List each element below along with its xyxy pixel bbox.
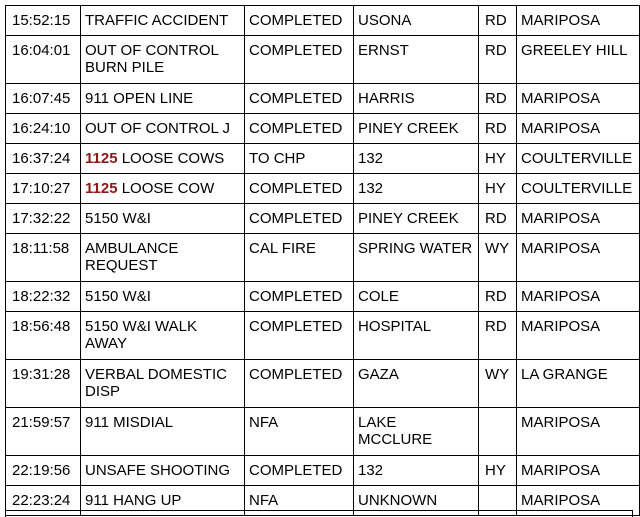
incident-time-cell xyxy=(6,114,81,144)
incident-street-cell xyxy=(354,204,479,234)
incident-time: 18:56:48 xyxy=(12,318,71,335)
incident-city-cell xyxy=(517,282,640,312)
incident-type-cell xyxy=(81,114,245,144)
incident-street-suffix-cell xyxy=(479,174,517,204)
incident-disposition: COMPLETED xyxy=(249,318,343,335)
incident-type-cell xyxy=(81,6,245,36)
incident-city: MARIPOSA xyxy=(521,240,601,257)
incident-time: 16:04:01 xyxy=(12,42,71,59)
incident-disposition: COMPLETED xyxy=(249,42,343,59)
incident-type-cell xyxy=(81,282,245,312)
incident-street: LAKE MCCLURE xyxy=(358,414,433,448)
incident-street: ERNST xyxy=(358,42,409,59)
incident-street-cell xyxy=(354,144,479,174)
incident-disposition-cell xyxy=(245,234,354,282)
incident-disposition: COMPLETED xyxy=(249,210,343,227)
incident-time-cell xyxy=(6,456,81,486)
next-row-edge xyxy=(5,510,633,517)
incident-city: MARIPOSA xyxy=(521,414,601,431)
incident-city: COULTERVILLE xyxy=(521,150,633,167)
incident-type: 911 MISDIAL xyxy=(85,414,174,431)
incident-disposition: COMPLETED xyxy=(249,90,343,107)
incident-code: 1125 xyxy=(85,180,118,197)
incident-disposition: NFA xyxy=(249,414,279,431)
incident-street: UNKNOWN xyxy=(358,492,438,509)
incident-street-suffix: RD xyxy=(485,90,507,107)
incident-time: 21:59:57 xyxy=(12,414,71,431)
incident-street-cell xyxy=(354,36,479,84)
incident-street: HARRIS xyxy=(358,90,415,107)
incident-disposition-cell xyxy=(245,408,354,456)
incident-disposition: CAL FIRE xyxy=(249,240,316,257)
incident-type-cell xyxy=(81,84,245,114)
incident-city: MARIPOSA xyxy=(521,492,601,509)
incident-disposition-cell xyxy=(245,204,354,234)
incident-street-suffix-cell xyxy=(479,6,517,36)
incident-city-cell xyxy=(517,456,640,486)
incident-time-cell xyxy=(6,144,81,174)
incident-row xyxy=(6,360,640,408)
incident-type-cell xyxy=(81,174,245,204)
incident-time-cell xyxy=(6,360,81,408)
incident-type: 5150 W&I xyxy=(85,210,151,227)
incident-street-cell xyxy=(354,456,479,486)
incident-street: 132 xyxy=(358,150,384,167)
incident-street-suffix: RD xyxy=(485,288,507,305)
incident-street-suffix: RD xyxy=(485,42,507,59)
incident-time-cell xyxy=(6,6,81,36)
incident-street-cell xyxy=(354,6,479,36)
incident-city-cell xyxy=(517,408,640,456)
incident-time-cell xyxy=(6,408,81,456)
incident-row xyxy=(6,174,640,204)
incident-street-cell xyxy=(354,282,479,312)
incident-street: GAZA xyxy=(358,366,399,383)
incident-time: 18:22:32 xyxy=(12,288,71,305)
incident-type: LOOSE COWS xyxy=(117,150,225,167)
incident-type-cell xyxy=(81,312,245,360)
incident-row xyxy=(6,6,640,36)
incident-city: COULTERVILLE xyxy=(521,180,633,197)
incident-city: MARIPOSA xyxy=(521,120,601,137)
incident-disposition-cell xyxy=(245,456,354,486)
incident-city: MARIPOSA xyxy=(521,210,601,227)
incident-disposition: COMPLETED xyxy=(249,180,343,197)
incident-city: MARIPOSA xyxy=(521,462,601,479)
incident-street: SPRING WATER xyxy=(358,240,473,257)
incident-time-cell xyxy=(6,36,81,84)
incident-type: OUT OF CONTROL BURN PILE xyxy=(85,42,219,76)
incident-time: 22:23:24 xyxy=(12,492,71,509)
incident-street-suffix-cell xyxy=(479,84,517,114)
incident-disposition-cell xyxy=(245,144,354,174)
incident-city: LA GRANGE xyxy=(521,366,608,383)
incident-street-suffix-cell xyxy=(479,360,517,408)
incident-city-cell xyxy=(517,114,640,144)
incident-city-cell xyxy=(517,312,640,360)
incident-row xyxy=(6,234,640,282)
incident-street-cell xyxy=(354,234,479,282)
incident-type-cell xyxy=(81,234,245,282)
incident-row xyxy=(6,204,640,234)
incident-street-cell xyxy=(354,360,479,408)
incident-city: GREELEY HILL xyxy=(521,42,628,59)
incident-log-table xyxy=(5,5,640,516)
incident-street: PINEY CREEK xyxy=(358,210,459,227)
incident-disposition-cell xyxy=(245,36,354,84)
incident-street-cell xyxy=(354,84,479,114)
incident-disposition-cell xyxy=(245,174,354,204)
incident-time: 18:11:58 xyxy=(12,240,70,257)
incident-time: 15:52:15 xyxy=(12,12,71,29)
incident-type: VERBAL DOMESTIC DISP xyxy=(85,366,227,400)
incident-type-cell xyxy=(81,456,245,486)
incident-disposition: COMPLETED xyxy=(249,120,343,137)
incident-disposition-cell xyxy=(245,360,354,408)
incident-city: MARIPOSA xyxy=(521,288,601,305)
incident-city-cell xyxy=(517,144,640,174)
incident-disposition: TO CHP xyxy=(249,150,306,167)
incident-row xyxy=(6,456,640,486)
incident-disposition: COMPLETED xyxy=(249,12,343,29)
incident-type: OUT OF CONTROL J xyxy=(85,120,231,137)
incident-city: MARIPOSA xyxy=(521,12,601,29)
incident-row xyxy=(6,114,640,144)
incident-type-cell xyxy=(81,408,245,456)
incident-row xyxy=(6,312,640,360)
incident-city-cell xyxy=(517,234,640,282)
incident-time-cell xyxy=(6,282,81,312)
incident-time: 16:37:24 xyxy=(12,150,71,167)
incident-street-suffix: RD xyxy=(485,12,507,29)
incident-disposition-cell xyxy=(245,114,354,144)
incident-city: MARIPOSA xyxy=(521,90,601,107)
incident-type: 911 OPEN LINE xyxy=(85,90,194,107)
incident-disposition: COMPLETED xyxy=(249,462,343,479)
incident-street: 132 xyxy=(358,180,384,197)
incident-disposition-cell xyxy=(245,6,354,36)
incident-type-cell xyxy=(81,36,245,84)
incident-street-cell xyxy=(354,114,479,144)
incident-street: COLE xyxy=(358,288,399,305)
incident-street-suffix: RD xyxy=(485,120,507,137)
incident-disposition-cell xyxy=(245,312,354,360)
incident-street: HOSPITAL xyxy=(358,318,432,335)
incident-street-suffix-cell xyxy=(479,312,517,360)
incident-street: 132 xyxy=(358,462,384,479)
incident-type: TRAFFIC ACCIDENT xyxy=(85,12,229,29)
incident-street-suffix-cell xyxy=(479,456,517,486)
incident-street-suffix: RD xyxy=(485,210,507,227)
incident-city: MARIPOSA xyxy=(521,318,601,335)
incident-street-suffix-cell xyxy=(479,234,517,282)
incident-city-cell xyxy=(517,6,640,36)
incident-disposition-cell xyxy=(245,282,354,312)
incident-time: 17:32:22 xyxy=(12,210,71,227)
incident-street-cell xyxy=(354,312,479,360)
incident-street: USONA xyxy=(358,12,412,29)
incident-city-cell xyxy=(517,84,640,114)
incident-time-cell xyxy=(6,174,81,204)
incident-time-cell xyxy=(6,234,81,282)
incident-type-cell xyxy=(81,204,245,234)
incident-type: 5150 W&I xyxy=(85,288,151,305)
incident-row xyxy=(6,144,640,174)
incident-street-suffix: RD xyxy=(485,318,507,335)
incident-time-cell xyxy=(6,84,81,114)
incident-type: 5150 W&I WALK AWAY xyxy=(85,318,197,352)
incident-disposition-cell xyxy=(245,84,354,114)
incident-city-cell xyxy=(517,204,640,234)
incident-time-cell xyxy=(6,312,81,360)
incident-time: 22:19:56 xyxy=(12,462,71,479)
incident-street-suffix-cell xyxy=(479,204,517,234)
incident-city-cell xyxy=(517,360,640,408)
incident-type: 911 HANG UP xyxy=(85,492,182,509)
incident-code: 1125 xyxy=(85,150,118,167)
incident-row xyxy=(6,282,640,312)
incident-street-suffix-cell xyxy=(479,282,517,312)
incident-street-suffix: HY xyxy=(485,462,506,479)
incident-street-suffix: WY xyxy=(485,240,510,257)
incident-log-body xyxy=(6,6,640,516)
incident-city-cell xyxy=(517,36,640,84)
incident-street-suffix-cell xyxy=(479,36,517,84)
incident-street-suffix-cell xyxy=(479,114,517,144)
incident-type: AMBULANCE REQUEST xyxy=(85,240,179,274)
incident-row xyxy=(6,36,640,84)
incident-type-cell xyxy=(81,360,245,408)
incident-street-suffix-cell xyxy=(479,408,517,456)
incident-street-cell xyxy=(354,174,479,204)
incident-time-cell xyxy=(6,204,81,234)
incident-street-suffix: HY xyxy=(485,150,506,167)
incident-street-suffix-cell xyxy=(479,144,517,174)
incident-city-cell xyxy=(517,174,640,204)
incident-time: 16:07:45 xyxy=(12,90,71,107)
incident-time: 16:24:10 xyxy=(12,120,71,137)
incident-type-cell xyxy=(81,144,245,174)
incident-row xyxy=(6,84,640,114)
incident-disposition: NFA xyxy=(249,492,279,509)
incident-street-cell xyxy=(354,408,479,456)
incident-time: 19:31:28 xyxy=(12,366,71,383)
incident-street-suffix: HY xyxy=(485,180,506,197)
incident-type: UNSAFE SHOOTING xyxy=(85,462,231,479)
incident-row xyxy=(6,408,640,456)
incident-disposition: COMPLETED xyxy=(249,288,343,305)
incident-type: LOOSE COW xyxy=(117,180,215,197)
incident-time: 17:10:27 xyxy=(12,180,71,197)
incident-street-suffix: WY xyxy=(485,366,510,383)
incident-street: PINEY CREEK xyxy=(358,120,459,137)
incident-disposition: COMPLETED xyxy=(249,366,343,383)
